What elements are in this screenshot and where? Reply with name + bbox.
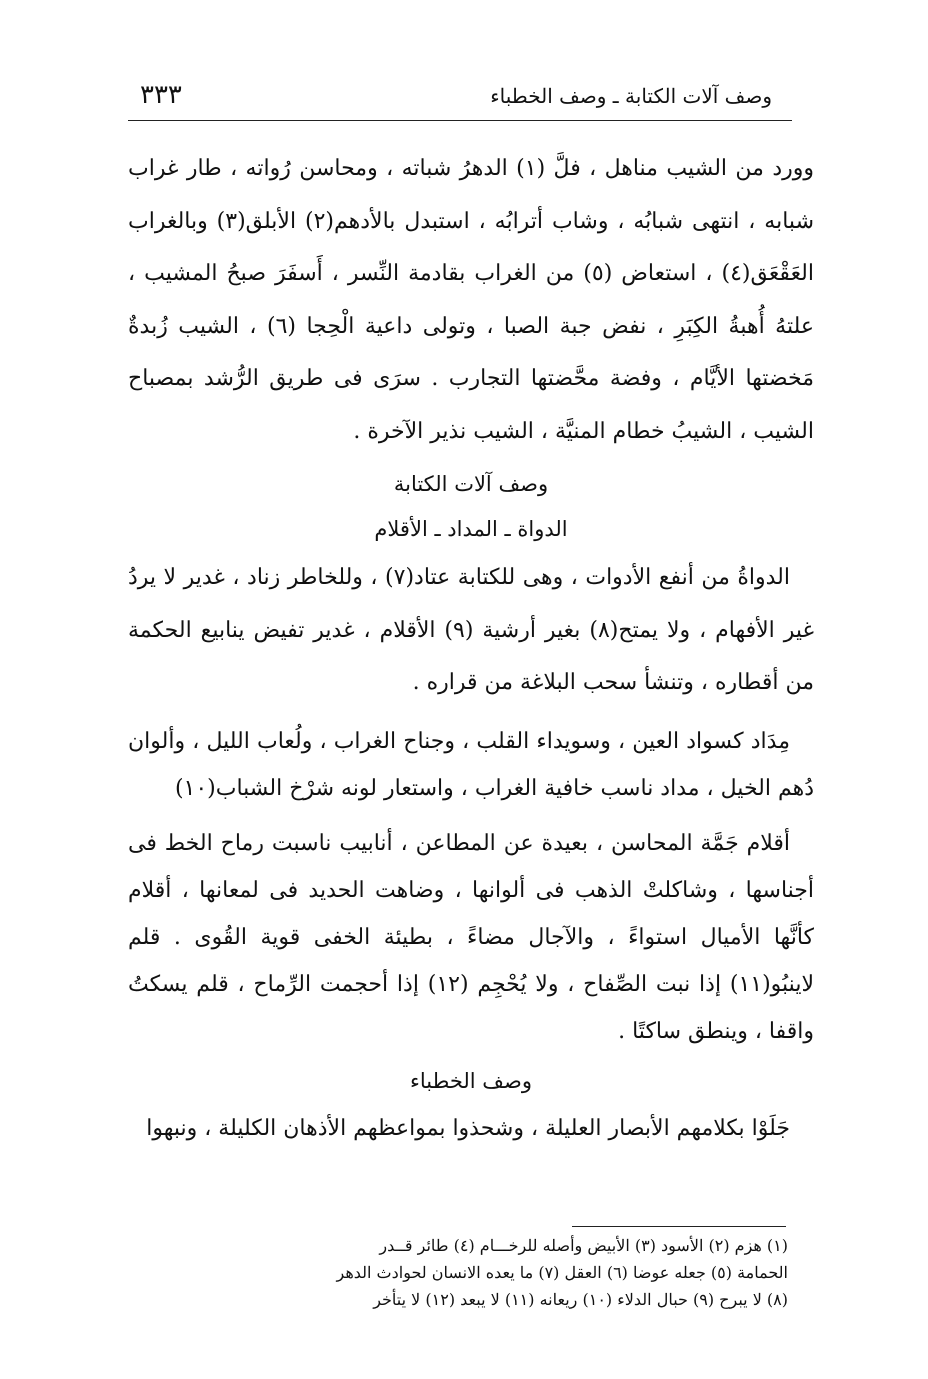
section-heading-writing-tools: وصف آلات الكتابة (393, 472, 549, 496)
paragraph-ink: مِدَاد كسواد العين ، وسويداء القلب ، وجناح الغراب ، ولُعاب الليل ، وألوان دُهم الخيل ، مداد ناسب خافية الغراب ، واستعار لونه شرْخ الشباب(١٠) (128, 728, 814, 801)
page-header (128, 78, 792, 118)
page-body (128, 143, 814, 1155)
section-heading-orators: وصف الخطباء (409, 1068, 532, 1093)
subheading-inkwell-ink-pens: الدواة ـ المداد ـ الأقلام (374, 517, 568, 541)
paragraph-pens: أقلام جَمَّة المحاسن ، بعيدة عن المطاعن ، أنابيب ناسبت رماح الخط فى أجناسها ، وشاكلتْ الذهب فى ألوانها ، وضاهت الحديد فى لمعانها ، أقلام كأنَّها الأميال استواءً ، والآجال مضاءً ، بطيئة الخفى قوية القُوى . قلم لاينبُو(١١) إذا نبت الصِّفاح ، ولا يُحْجِم (١٢) إذا أحجمت الرِّماح ، قلم يسكتُ واقفا ، وينطق ساكتًا . (128, 830, 814, 1044)
footnote-line: (١) هزم (٢) الأسود (٣) الأبيض وأصله للرخـــام (٤) طائر قــدر (379, 1236, 788, 1255)
running-title: وصف آلات الكتابة ـ وصف الخطباء (490, 84, 772, 108)
footnote-line: الحمامة (٥) جعله عوضا (٦) العقل (٧) ما يعده الانسان لحوادث الدهر (336, 1263, 788, 1282)
header-rule (128, 120, 792, 121)
paragraph-inkwell: الدواةُ من أنفع الأدوات ، وهى للكتابة عتاد(٧) ، وللخاطر زناد ، غدير لا يردُ غير الأفهام ، ولا يمتح(٨) بغير أرشية (٩) الأقلام ، غدير تفيض ينابيع الحكمة من أقطاره ، وتنشأ سحب البلاغة من قراره . (128, 565, 814, 695)
footnote-line: (٨) لا يبرح (٩) حبال الدلاء (١٠) ريعانه (١١) لا يبعد (١٢) لا يتأخر (373, 1290, 788, 1309)
paragraph-orators: جَلَوْا بكلامهم الأبصار العليلة ، وشحذوا بمواعظهم الأذهان الكليلة ، ونبهوا (146, 1115, 790, 1141)
footnote-rule (572, 1226, 786, 1227)
paragraph-old-age: وورد من الشيب مناهل ، فلَّ (١) الدهرُ شباته ، ومحاسن رُواته ، طار غراب شبابه ، انتهى شبابُه ، وشاب أترابُه ، استبدل بالأدهم(٢) الأبلق(٣) وبالغراب العَقْعَق(٤) ، استعاض (٥) من الغراب بقادمة النِّسر ، أَسفَرَ صبحُ المشيب ، علتهُ أُهبةُ الكِبَرِ ، نفض جبة الصبا ، وتولى داعية الْحِجا (٦) ، الشيب زُبدةٌ مَخضتها الأيَّام ، وفضة محَّضتها التجارب . سرَى فى طريق الرُّشد بمصباح الشيب ، الشيبُ خطام المنيَّة ، الشيب نذير الآخرة . (128, 156, 815, 444)
page-number: ٣٣٣ (140, 80, 182, 110)
footnotes (128, 1232, 788, 1313)
